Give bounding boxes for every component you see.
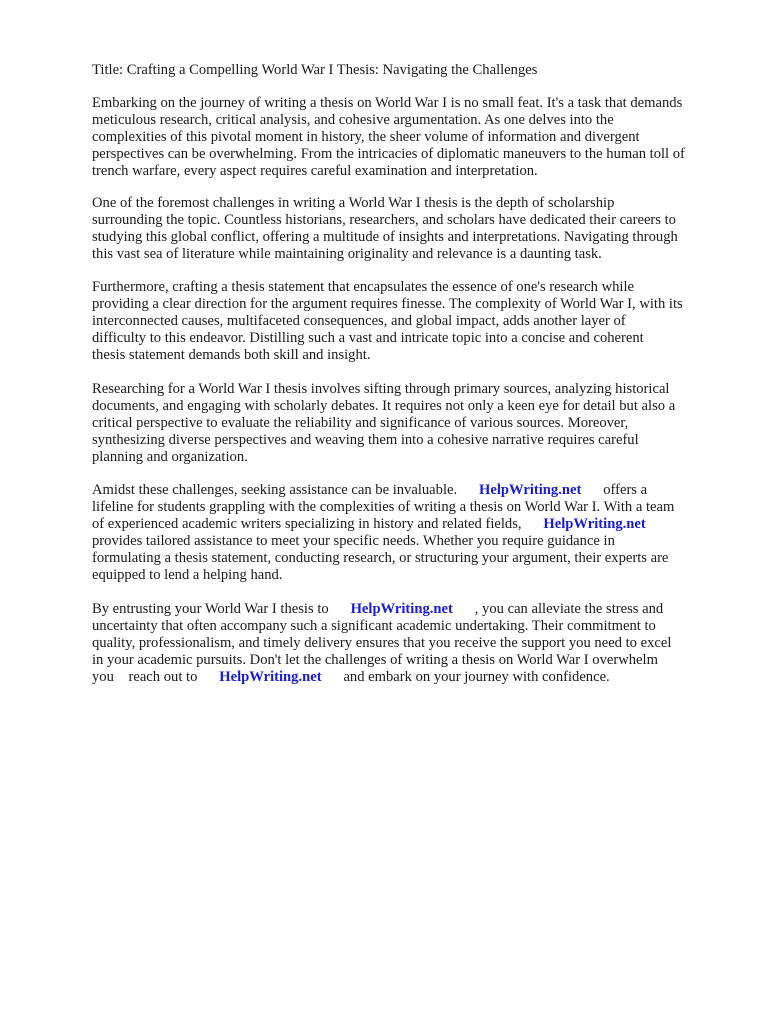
paragraph-line: provides tailored assistance to meet your specific needs. Whether you require guidance in xyxy=(92,533,615,549)
helpwriting-link[interactable]: HelpWriting.net xyxy=(479,482,582,498)
paragraph-line: studying this global conflict, offering a multitude of insights and interpretations. Navigating through xyxy=(92,229,678,245)
paragraph-text: you reach out to xyxy=(92,669,220,685)
paragraph-line: in your academic pursuits. Don't let the challenges of writing a thesis on World War I overwhelm xyxy=(92,652,658,668)
paragraph-line: meticulous research, critical analysis, and cohesive argumentation. As one delves into the xyxy=(92,112,614,128)
paragraph-line: Researching for a World War I thesis involves sifting through primary sources, analyzing historical xyxy=(92,381,670,397)
paragraph-line: perspectives can be overwhelming. From the intricacies of diplomatic maneuvers to the human toll of xyxy=(92,146,685,162)
paragraph-line: One of the foremost challenges in writing a World War I thesis is the depth of scholarship xyxy=(92,195,615,211)
paragraph-line: interconnected causes, multifaceted consequences, and global impact, adds another layer of xyxy=(92,313,626,329)
paragraph-text: Amidst these challenges, seeking assistance can be invaluable. xyxy=(92,482,480,498)
paragraph-line: documents, and engaging with scholarly debates. It requires not only a keen eye for detail but also a xyxy=(92,398,676,414)
paragraph-4 xyxy=(92,381,742,466)
paragraph-line: equipped to lend a helping hand. xyxy=(92,567,283,583)
paragraph-line xyxy=(92,516,742,533)
paragraph-text: offers a xyxy=(581,482,648,498)
helpwriting-link[interactable]: HelpWriting.net xyxy=(219,669,322,685)
title-line: Title: Crafting a Compelling World War I Thesis: Navigating the Challenges xyxy=(92,62,538,78)
paragraph-6 xyxy=(92,601,742,686)
paragraph-line: uncertainty that often accompany such a significant academic undertaking. Their commitment to xyxy=(92,618,656,634)
paragraph-line: trench warfare, every aspect requires careful examination and interpretation. xyxy=(92,163,538,179)
document-title xyxy=(92,62,742,79)
paragraph-line: thesis statement demands both skill and insight. xyxy=(92,347,371,363)
paragraph-line: surrounding the topic. Countless historians, researchers, and scholars have dedicated their careers to xyxy=(92,212,676,228)
paragraph-1 xyxy=(92,95,742,180)
paragraph-line: difficulty to this endeavor. Distilling such a vast and intricate topic into a concise and coherent xyxy=(92,330,644,346)
paragraph-3 xyxy=(92,279,742,364)
helpwriting-link[interactable]: HelpWriting.net xyxy=(543,516,646,532)
paragraph-line xyxy=(92,482,742,499)
paragraph-text: of experienced academic writers specializing in history and related fields, xyxy=(92,516,544,532)
paragraph-5 xyxy=(92,482,742,584)
paragraph-text: and embark on your journey with confidence. xyxy=(321,669,610,685)
paragraph-text: , you can alleviate the stress and xyxy=(452,601,664,617)
paragraph-line: lifeline for students grappling with the complexities of writing a thesis on World War I. With a team xyxy=(92,499,675,515)
paragraph-line: providing a clear direction for the argument requires finesse. The complexity of World War I, with its xyxy=(92,296,683,312)
paragraph-text: By entrusting your World War I thesis to xyxy=(92,601,351,617)
paragraph-line: complexities of this pivotal moment in history, the sheer volume of information and divergent xyxy=(92,129,640,145)
helpwriting-link[interactable]: HelpWriting.net xyxy=(350,601,453,617)
paragraph-line xyxy=(92,601,742,618)
paragraph-line: quality, professionalism, and timely delivery ensures that you receive the support you need to excel xyxy=(92,635,672,651)
paragraph-line: planning and organization. xyxy=(92,449,248,465)
paragraph-line: Embarking on the journey of writing a thesis on World War I is no small feat. It's a task that demands xyxy=(92,95,683,111)
paragraph-line: Furthermore, crafting a thesis statement that encapsulates the essence of one's research while xyxy=(92,279,634,295)
paragraph-line: synthesizing diverse perspectives and weaving them into a cohesive narrative requires careful xyxy=(92,432,639,448)
paragraph-line: this vast sea of literature while maintaining originality and relevance is a daunting task. xyxy=(92,246,602,262)
paragraph-line: critical perspective to evaluate the reliability and significance of various sources. Moreover, xyxy=(92,415,629,431)
paragraph-line: formulating a thesis statement, conducting research, or structuring your argument, their experts are xyxy=(92,550,669,566)
paragraph-2 xyxy=(92,195,742,263)
paragraph-line xyxy=(92,669,742,686)
